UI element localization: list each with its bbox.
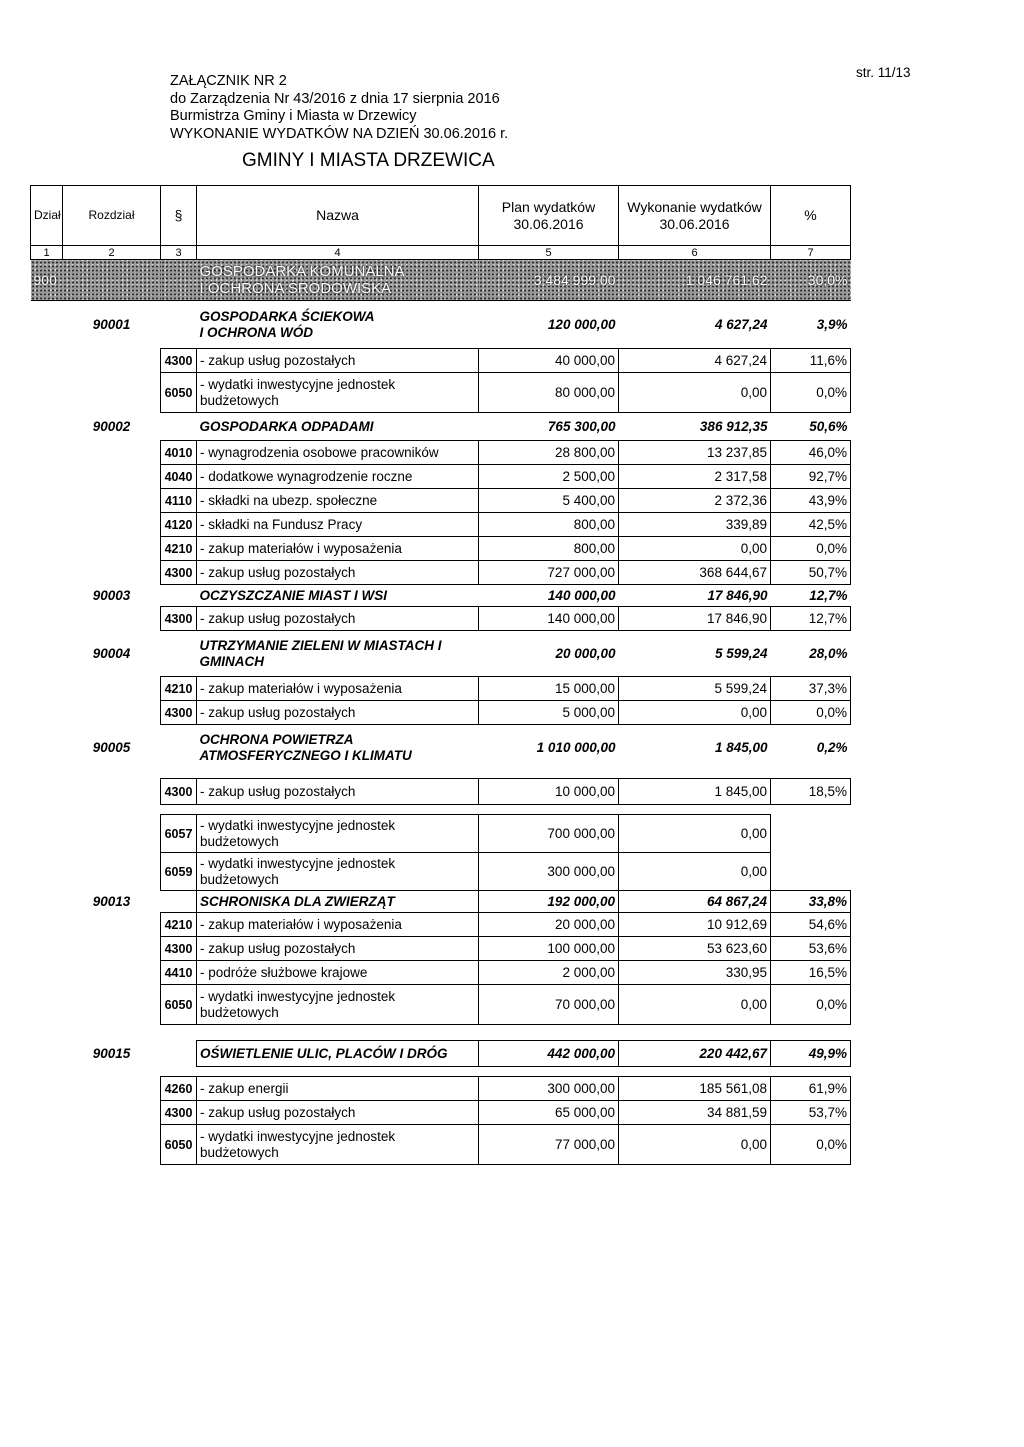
item-plan: 2 500,00	[479, 465, 619, 489]
chapter-exec: 4 627,24	[714, 317, 768, 332]
item-paragraph: 4300	[161, 779, 197, 805]
item-paragraph: 4010	[161, 441, 197, 465]
table-row	[31, 349, 851, 373]
item-plan: 15 000,00	[479, 677, 619, 701]
table-row	[31, 701, 851, 725]
item-paragraph: 4410	[161, 961, 197, 985]
item-name-line1: - wydatki inwestycyjne jednostek	[200, 817, 396, 833]
item-plan: 65 000,00	[479, 1101, 619, 1125]
chapter-row-90002	[31, 413, 851, 441]
section-name	[197, 260, 479, 301]
item-exec: 0,00	[619, 701, 771, 725]
chapter-name: GOSPODARKA ODPADAMI	[199, 418, 374, 434]
item-pct: 46,0%	[771, 441, 851, 465]
chapter-pct: 33,8%	[771, 891, 851, 913]
chapter-exec: 1 845,00	[714, 740, 768, 756]
item-paragraph: 4120	[161, 513, 197, 537]
item-pct	[771, 853, 851, 891]
item-exec: 10 912,69	[619, 913, 771, 937]
item-exec: 0,00	[619, 985, 771, 1025]
col-num-7: 7	[771, 246, 851, 260]
item-pct: 42,5%	[771, 513, 851, 537]
item-plan: 100 000,00	[479, 937, 619, 961]
col-num-3: 3	[161, 246, 197, 260]
section-pct: 30,0%	[771, 260, 851, 301]
item-plan: 5 000,00	[479, 701, 619, 725]
item-exec: 4 627,24	[619, 349, 771, 373]
table-row	[31, 607, 851, 631]
chapter-row-90003	[31, 585, 851, 607]
item-name-line2: budżetowych	[200, 833, 279, 849]
chapter-row-90015	[31, 1041, 851, 1067]
item-paragraph: 4300	[161, 349, 197, 373]
table-row	[31, 677, 851, 701]
table-row	[31, 1125, 851, 1165]
chapter-code: 90013	[92, 894, 131, 909]
item-name-line2: budżetowych	[200, 1004, 279, 1020]
chapter-plan: 140 000,00	[547, 588, 616, 603]
item-exec: 2 372,36	[619, 489, 771, 513]
item-name: - składki na Fundusz Pracy	[197, 513, 479, 537]
item-name-line1: - wydatki inwestycyjne jednostek	[200, 855, 396, 871]
item-pct: 11,6%	[771, 349, 851, 373]
item-name: - podróże służbowe krajowe	[197, 961, 479, 985]
item-plan: 70 000,00	[479, 985, 619, 1025]
item-pct: 0,0%	[771, 701, 851, 725]
item-name: - dodatkowe wynagrodzenie roczne	[197, 465, 479, 489]
chapter-exec: 17 846,90	[707, 588, 768, 603]
item-name: - zakup usług pozostałych	[197, 607, 479, 631]
item-paragraph: 4300	[161, 1101, 197, 1125]
item-name	[197, 985, 479, 1025]
attachment-label: ZAŁĄCZNIK NR 2	[170, 73, 287, 89]
chapter-name	[197, 631, 479, 677]
chapter-code: 90003	[92, 588, 131, 603]
col-header-rozdzial: Rozdział	[63, 186, 161, 246]
item-name-line2: budżetowych	[200, 871, 279, 887]
item-exec: 5 599,24	[619, 677, 771, 701]
item-exec: 0,00	[619, 373, 771, 413]
table-row	[31, 1101, 851, 1125]
chapter-name-line1: UTRZYMANIE ZIELENI W MIASTACH I	[199, 637, 442, 653]
item-paragraph: 6050	[161, 1125, 197, 1165]
table-row	[31, 489, 851, 513]
item-pct: 54,6%	[771, 913, 851, 937]
chapter-code: 90015	[92, 1046, 131, 1061]
chapter-name: OCZYSZCZANIE MIAST I WSI	[199, 587, 387, 603]
item-pct: 12,7%	[771, 607, 851, 631]
item-pct: 0,0%	[771, 373, 851, 413]
item-paragraph: 6059	[161, 853, 197, 891]
item-plan: 80 000,00	[479, 373, 619, 413]
item-plan: 800,00	[479, 513, 619, 537]
col-header-plan	[479, 186, 619, 246]
item-exec: 0,00	[619, 853, 771, 891]
item-name: - zakup materiałów i wyposażenia	[197, 537, 479, 561]
table-row	[31, 441, 851, 465]
item-paragraph: 4260	[161, 1077, 197, 1101]
item-plan: 800,00	[479, 537, 619, 561]
item-exec: 0,00	[619, 1125, 771, 1165]
chapter-code: 90002	[92, 419, 131, 434]
item-name	[197, 853, 479, 891]
item-exec: 0,00	[619, 815, 771, 853]
table-row	[31, 961, 851, 985]
item-name	[197, 373, 479, 413]
item-name: - składki na ubezp. społeczne	[197, 489, 479, 513]
item-name-line1: - wydatki inwestycyjne jednostek	[200, 1128, 396, 1144]
expenditure-table	[30, 185, 851, 1165]
mayor-line: Burmistrza Gminy i Miasta w Drzewicy	[170, 108, 417, 124]
item-plan: 727 000,00	[479, 561, 619, 585]
section-name-line1: GOSPODARKA KOMUNALNA	[199, 263, 405, 280]
item-paragraph: 6050	[161, 373, 197, 413]
chapter-code: 90005	[92, 740, 131, 755]
col-header-dzial: Dział	[31, 186, 63, 246]
chapter-name	[197, 301, 479, 349]
item-pct: 61,9%	[771, 1077, 851, 1101]
item-plan: 77 000,00	[479, 1125, 619, 1165]
item-pct: 0,0%	[771, 1125, 851, 1165]
item-name: - zakup energii	[197, 1077, 479, 1101]
item-name: - zakup usług pozostałych	[197, 937, 479, 961]
item-name	[197, 1125, 479, 1165]
chapter-pct: 50,6%	[809, 419, 848, 434]
item-name: - zakup usług pozostałych	[197, 349, 479, 373]
table-row	[31, 985, 851, 1025]
item-plan: 28 800,00	[479, 441, 619, 465]
item-plan: 300 000,00	[479, 1077, 619, 1101]
table-row	[31, 937, 851, 961]
column-number-row	[31, 246, 851, 260]
chapter-plan: 20 000,00	[555, 646, 616, 661]
table-row	[31, 815, 851, 853]
chapter-name-line1: OCHRONA POWIETRZA	[199, 731, 354, 747]
chapter-pct: 3,9%	[816, 317, 848, 332]
item-exec: 339,89	[619, 513, 771, 537]
item-paragraph: 4300	[161, 701, 197, 725]
chapter-plan: 192 000,00	[479, 891, 619, 913]
section-row-900	[31, 260, 851, 301]
item-pct: 37,3%	[771, 677, 851, 701]
item-name	[197, 815, 479, 853]
table-row	[31, 373, 851, 413]
chapter-exec: 64 867,24	[619, 891, 771, 913]
item-exec: 368 644,67	[619, 561, 771, 585]
item-paragraph: 4300	[161, 607, 197, 631]
item-plan: 700 000,00	[479, 815, 619, 853]
section-name-line2: I OCHRONA ŚRODOWISKA	[199, 280, 392, 297]
col-num-6: 6	[619, 246, 771, 260]
col-num-5: 5	[479, 246, 619, 260]
item-plan: 2 000,00	[479, 961, 619, 985]
item-name: - zakup usług pozostałych	[197, 701, 479, 725]
item-paragraph: 4210	[161, 537, 197, 561]
chapter-row-90001	[31, 301, 851, 349]
item-plan: 140 000,00	[479, 607, 619, 631]
chapter-pct: 28,0%	[809, 646, 848, 661]
item-pct: 16,5%	[771, 961, 851, 985]
chapter-name: OŚWIETLENIE ULIC, PLACÓW I DRÓG	[197, 1041, 479, 1067]
exec-header-line1: Wykonanie wydatków	[627, 198, 762, 215]
item-pct: 53,6%	[771, 937, 851, 961]
col-num-2: 2	[63, 246, 161, 260]
item-name-line2: budżetowych	[200, 1144, 279, 1160]
item-plan: 5 400,00	[479, 489, 619, 513]
item-name-line1: - wydatki inwestycyjne jednostek	[200, 988, 396, 1004]
chapter-pct: 0,2%	[816, 740, 848, 756]
item-exec: 330,95	[619, 961, 771, 985]
item-plan: 40 000,00	[479, 349, 619, 373]
item-name: - zakup usług pozostałych	[197, 779, 479, 805]
item-name: - zakup materiałów i wyposażenia	[197, 913, 479, 937]
table-row	[31, 913, 851, 937]
col-header-paragraf: §	[161, 186, 197, 246]
item-pct: 92,7%	[771, 465, 851, 489]
item-exec: 1 845,00	[619, 779, 771, 805]
chapter-name-line1: GOSPODARKA ŚCIEKOWA	[199, 308, 375, 324]
chapter-name: SCHRONISKA DLA ZWIERZĄT	[197, 891, 479, 913]
table-row	[31, 513, 851, 537]
chapter-name	[197, 725, 479, 771]
chapter-code: 90004	[92, 646, 131, 661]
item-paragraph: 4300	[161, 561, 197, 585]
item-plan: 20 000,00	[479, 913, 619, 937]
item-exec: 13 237,85	[619, 441, 771, 465]
chapter-pct: 49,9%	[771, 1041, 851, 1067]
col-header-nazwa: Nazwa	[197, 186, 479, 246]
col-header-pct: %	[771, 186, 851, 246]
item-name-line2: budżetowych	[200, 392, 279, 408]
item-paragraph: 4040	[161, 465, 197, 489]
section-code: 900	[31, 260, 63, 301]
chapter-exec: 220 442,67	[619, 1041, 771, 1067]
chapter-name-line2: I OCHRONA WÓD	[199, 324, 313, 340]
item-pct: 53,7%	[771, 1101, 851, 1125]
table-row	[31, 779, 851, 805]
item-pct	[771, 815, 851, 853]
chapter-row-90013	[31, 891, 851, 913]
table-header-row	[31, 186, 851, 246]
item-name-line1: - wydatki inwestycyjne jednostek	[200, 376, 396, 392]
chapter-row-90005	[31, 725, 851, 771]
item-paragraph: 6057	[161, 815, 197, 853]
col-num-1: 1	[31, 246, 63, 260]
item-exec: 185 561,08	[619, 1077, 771, 1101]
item-exec: 2 317,58	[619, 465, 771, 489]
chapter-plan: 442 000,00	[479, 1041, 619, 1067]
item-exec: 0,00	[619, 537, 771, 561]
item-exec: 53 623,60	[619, 937, 771, 961]
item-name: - zakup materiałów i wyposażenia	[197, 677, 479, 701]
item-pct: 50,7%	[771, 561, 851, 585]
item-plan: 300 000,00	[479, 853, 619, 891]
chapter-plan: 765 300,00	[547, 419, 616, 434]
item-name: - wynagrodzenia osobowe pracowników	[197, 441, 479, 465]
chapter-row-90004	[31, 631, 851, 677]
report-date-line: WYKONANIE WYDATKÓW NA DZIEŃ 30.06.2016 r.	[170, 125, 509, 142]
ordinance-reference: do Zarządzenia Nr 43/2016 z dnia 17 sierpnia 2016	[170, 90, 500, 107]
table-row	[31, 465, 851, 489]
chapter-name-line2: GMINACH	[199, 653, 264, 669]
table-row	[31, 1077, 851, 1101]
table-row	[31, 537, 851, 561]
chapter-code: 90001	[92, 317, 131, 333]
item-name: - zakup usług pozostałych	[197, 1101, 479, 1125]
exec-header-line2: 30.06.2016	[659, 215, 730, 232]
section-plan: 3 484 999,00	[479, 260, 619, 301]
chapter-plan: 120 000,00	[547, 317, 616, 332]
chapter-pct: 12,7%	[809, 588, 848, 603]
item-pct: 0,0%	[771, 985, 851, 1025]
item-pct: 43,9%	[771, 489, 851, 513]
chapter-exec: 386 912,35	[699, 419, 768, 434]
item-plan: 10 000,00	[479, 779, 619, 805]
table-row	[31, 561, 851, 585]
page-title: GMINY I MIASTA DRZEWICA	[242, 150, 495, 171]
col-num-4: 4	[197, 246, 479, 260]
item-paragraph: 4210	[161, 677, 197, 701]
item-paragraph: 4210	[161, 913, 197, 937]
chapter-exec: 5 599,24	[714, 646, 768, 661]
item-paragraph: 4110	[161, 489, 197, 513]
item-pct: 0,0%	[771, 537, 851, 561]
plan-header-line1: Plan wydatków	[501, 198, 596, 215]
col-header-wykonanie	[619, 186, 771, 246]
section-exec: 1 046 761,62	[619, 260, 771, 301]
table-row	[31, 853, 851, 891]
item-exec: 34 881,59	[619, 1101, 771, 1125]
item-name: - zakup usług pozostałych	[197, 561, 479, 585]
plan-header-line2: 30.06.2016	[513, 215, 584, 232]
document-header	[170, 73, 508, 143]
page-number: str. 11/13	[856, 65, 911, 80]
chapter-name-line2: ATMOSFERYCZNEGO I KLIMATU	[199, 747, 412, 763]
chapter-plan: 1 010 000,00	[536, 740, 616, 756]
item-paragraph: 4300	[161, 937, 197, 961]
item-pct: 18,5%	[771, 779, 851, 805]
item-exec: 17 846,90	[619, 607, 771, 631]
item-paragraph: 6050	[161, 985, 197, 1025]
